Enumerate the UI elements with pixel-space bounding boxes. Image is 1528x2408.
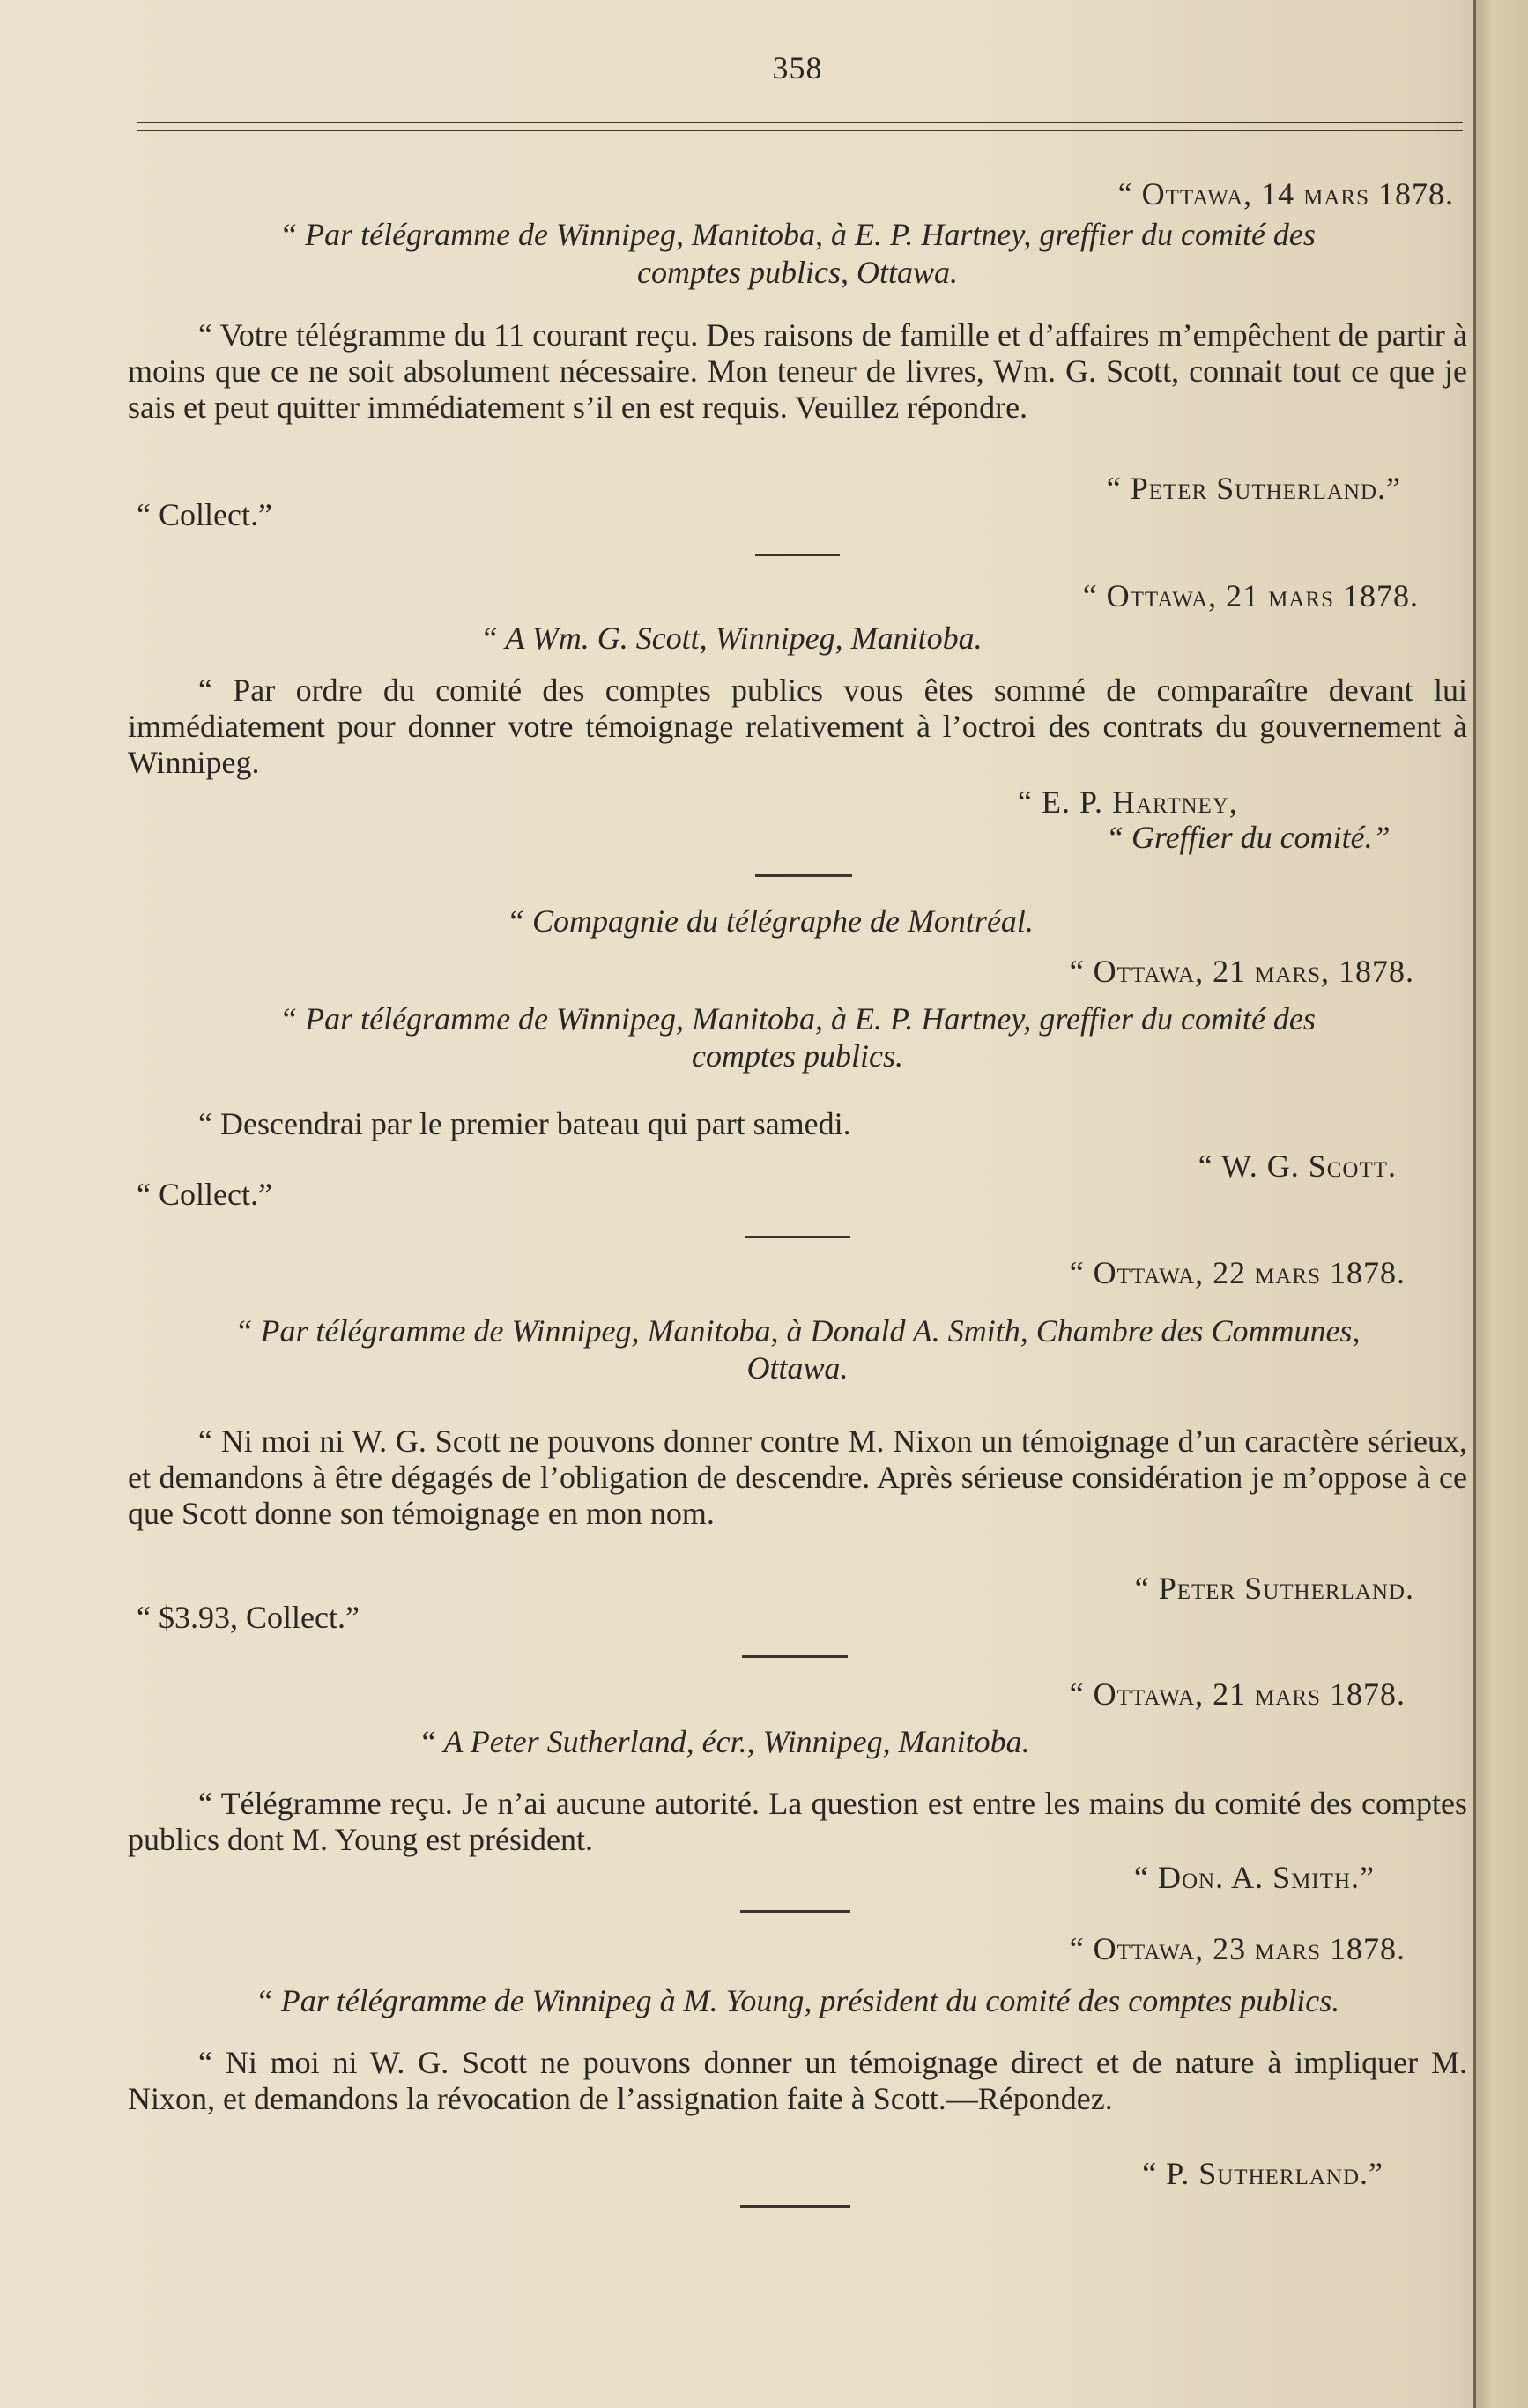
telegram-body-4 <box>128 1423 1467 1532</box>
signature-6: “ P. Sutherland.” <box>1142 2156 1383 2191</box>
telegram-header-6: “ Par télégramme de Winnipeg à M. Young, président du comité des comptes publics. <box>255 1983 1340 2018</box>
telegram-body-2 <box>128 673 1467 781</box>
dateline-3: “ Ottawa, 21 mars, 1878. <box>1069 954 1414 989</box>
telegram-body-1 <box>128 317 1467 426</box>
separator-5 <box>740 1910 850 1913</box>
separator-3 <box>745 1236 850 1238</box>
telegram-body-5-text: “ Télégramme reçu. Je n’ai aucune autorité. La question est entre les mains du comité des comptes publics dont M. Young est président. <box>128 1786 1467 1857</box>
telegraph-company: “ Compagnie du télégraphe de Montréal. <box>507 903 1034 939</box>
telegram-body-5 <box>128 1786 1467 1858</box>
telegram-header-3a: “ Par télégramme de Winnipeg, Manitoba, à E. P. Hartney, greffier du comité des <box>279 1001 1316 1037</box>
dateline-2: “ Ottawa, 21 mars 1878. <box>1082 578 1419 613</box>
dateline-4: “ Ottawa, 22 mars 1878. <box>1069 1255 1406 1290</box>
signature-5: “ Don. A. Smith.” <box>1134 1860 1375 1895</box>
separator-4 <box>742 1655 848 1658</box>
signature-4: “ Peter Sutherland. <box>1134 1571 1414 1606</box>
collect-note-3: “ Collect.” <box>137 1177 272 1212</box>
telegram-body-6-text: “ Ni moi ni W. G. Scott ne pouvons donner un témoignage direct et de nature à impliquer M. Nixon, et demandons la révocation de l’assignation faite à Scott.—Répondez. <box>128 2045 1467 2116</box>
signature-3: “ W. G. Scott. <box>1198 1148 1397 1184</box>
telegram-header-4a: “ Par télégramme de Winnipeg, Manitoba, à Donald A. Smith, Chambre des Communes, <box>234 1313 1361 1349</box>
telegram-header-3b: comptes publics. <box>692 1038 903 1074</box>
signature-1: “ Peter Sutherland.” <box>1106 471 1401 506</box>
telegram-body-4-text: “ Ni moi ni W. G. Scott ne pouvons donner contre M. Nixon un témoignage d’un caractère sérieux, et demandons à être dégagés de l’obligation de descendre. Après sérieuse considération je m’oppose à ce que Scott donne son témoignage en mon nom. <box>128 1423 1467 1531</box>
dateline-1: “ Ottawa, 14 mars 1878. <box>1117 176 1454 212</box>
signature-2b: “ Greffier du comité.” <box>1106 820 1391 855</box>
telegram-header-2: “ A Wm. G. Scott, Winnipeg, Manitoba. <box>480 621 983 656</box>
dateline-6: “ Ottawa, 23 mars 1878. <box>1069 1931 1406 1966</box>
telegram-body-3: “ Descendrai par le premier bateau qui part samedi. <box>198 1106 851 1141</box>
telegram-body-6 <box>128 2045 1467 2117</box>
signature-2a: “ E. P. Hartney, <box>1018 784 1238 820</box>
telegram-header-5: “ A Peter Sutherland, écr., Winnipeg, Manitoba. <box>419 1724 1030 1759</box>
header-rule <box>137 122 1463 131</box>
telegram-header-4b: Ottawa. <box>746 1350 849 1386</box>
telegram-body-2-text: “ Par ordre du comité des comptes publics vous êtes sommé de comparaître devant lui immédiatement pour donner votre témoignage relativement à l’octroi des contrats du gouvernement à Winnipeg. <box>128 673 1467 780</box>
separator-2 <box>755 874 852 877</box>
dateline-5: “ Ottawa, 21 mars 1878. <box>1069 1676 1406 1712</box>
telegram-header-1b: comptes publics, Ottawa. <box>637 255 958 290</box>
telegram-header-1a: “ Par télégramme de Winnipeg, Manitoba, à E. P. Hartney, greffier du comité des <box>279 217 1316 252</box>
telegram-body-1-text: “ Votre télégramme du 11 courant reçu. Des raisons de famille et d’affaires m’empêchent de partir à moins que ce ne soit absolument nécessaire. Mon teneur de livres, Wm. G. Scott, connait tout ce que je sais et peut quitter immédiatement s’il en est requis. Veuillez répondre. <box>128 317 1467 425</box>
separator-1 <box>755 554 840 556</box>
collect-note-1: “ Collect.” <box>137 497 272 532</box>
book-spine <box>1473 0 1528 2408</box>
separator-6 <box>740 2205 850 2208</box>
collect-note-4: “ $3.93, Collect.” <box>137 1600 360 1635</box>
page-number: 358 <box>772 50 823 85</box>
